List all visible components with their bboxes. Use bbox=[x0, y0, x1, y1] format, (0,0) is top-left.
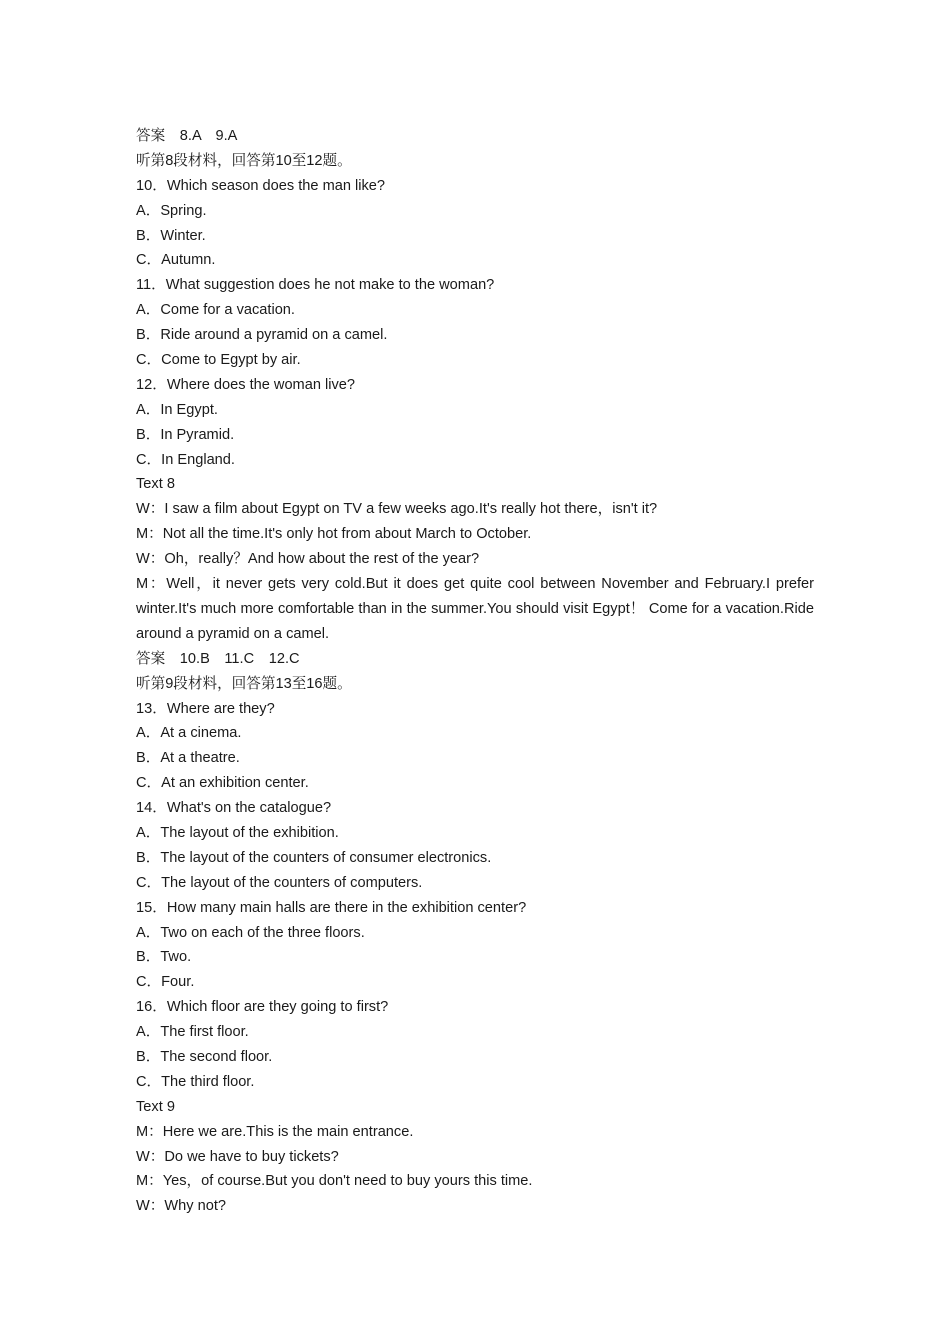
answer-line-8-9: 答案 8.A 9.A bbox=[136, 128, 238, 144]
question-11: 11．What suggestion does he not make to the woman? bbox=[136, 277, 495, 294]
question-13: 13．Where are they? bbox=[136, 700, 275, 717]
dialogue-paragraph: M：Well，it never gets very cold.But it does get quite cool between November and February.I prefer winter.It's much more comfortable than in the summer.You should visit Egypt！ Come for a vacation.Ride around a pyramid on a camel. bbox=[136, 576, 814, 642]
answer-line-10-12: 答案 10.B 11.C 12.C bbox=[136, 650, 300, 667]
option-11c: C．Come to Egypt by air. bbox=[136, 352, 301, 369]
option-12c: C．In England. bbox=[136, 451, 235, 468]
option-14a: A．The layout of the exhibition. bbox=[136, 824, 339, 841]
text-9-heading: Text 9 bbox=[136, 1098, 175, 1115]
option-11b: B．Ride around a pyramid on a camel. bbox=[136, 327, 388, 344]
dialogue-line: W：Why not? bbox=[136, 1198, 227, 1215]
option-13a: A．At a cinema. bbox=[136, 725, 242, 742]
document-page bbox=[136, 124, 814, 1219]
question-16: 16．Which floor are they going to first? bbox=[136, 999, 389, 1016]
dialogue-line: M：Not all the time.It's only hot from about March to October. bbox=[136, 526, 532, 543]
question-12: 12．Where does the woman live? bbox=[136, 376, 356, 393]
question-10: 10．Which season does the man like? bbox=[136, 177, 386, 194]
option-10c: C．Autumn. bbox=[136, 252, 216, 269]
dialogue-line: W：Do we have to buy tickets? bbox=[136, 1148, 339, 1165]
option-10b: B．Winter. bbox=[136, 227, 206, 244]
text-8-heading: Text 8 bbox=[136, 476, 175, 493]
dialogue-line: W：I saw a film about Egypt on TV a few weeks ago.It's really hot there，isn't it? bbox=[136, 501, 658, 518]
option-12a: A．In Egypt. bbox=[136, 401, 218, 418]
option-16b: B．The second floor. bbox=[136, 1049, 273, 1065]
option-12b: B．In Pyramid. bbox=[136, 426, 235, 443]
option-16c: C．The third floor. bbox=[136, 1073, 255, 1090]
option-16a: A．The first floor. bbox=[136, 1024, 249, 1041]
option-15b: B．Two. bbox=[136, 949, 192, 966]
dialogue-line: W：Oh，really？And how about the rest of the year? bbox=[136, 551, 480, 568]
option-14b: B．The layout of the counters of consumer electronics. bbox=[136, 849, 492, 866]
section-heading-8: 听第8段材料，回答第10至12题。 bbox=[136, 152, 352, 169]
question-15: 15．How many main halls are there in the exhibition center? bbox=[136, 899, 527, 916]
dialogue-line: M：Yes，of course.But you don't need to buy yours this time. bbox=[136, 1173, 533, 1190]
option-10a: A．Spring. bbox=[136, 202, 207, 219]
section-heading-9: 听第9段材料，回答第13至16题。 bbox=[136, 675, 352, 692]
option-13c: C．At an exhibition center. bbox=[136, 775, 309, 792]
option-15c: C．Four. bbox=[136, 974, 195, 991]
dialogue-line: M：Here we are.This is the main entrance. bbox=[136, 1123, 414, 1140]
option-15a: A．Two on each of the three floors. bbox=[136, 924, 365, 941]
question-14: 14．What's on the catalogue? bbox=[136, 800, 332, 817]
option-14c: C．The layout of the counters of computers. bbox=[136, 874, 423, 891]
option-11a: A．Come for a vacation. bbox=[136, 302, 295, 319]
option-13b: B．At a theatre. bbox=[136, 750, 240, 767]
